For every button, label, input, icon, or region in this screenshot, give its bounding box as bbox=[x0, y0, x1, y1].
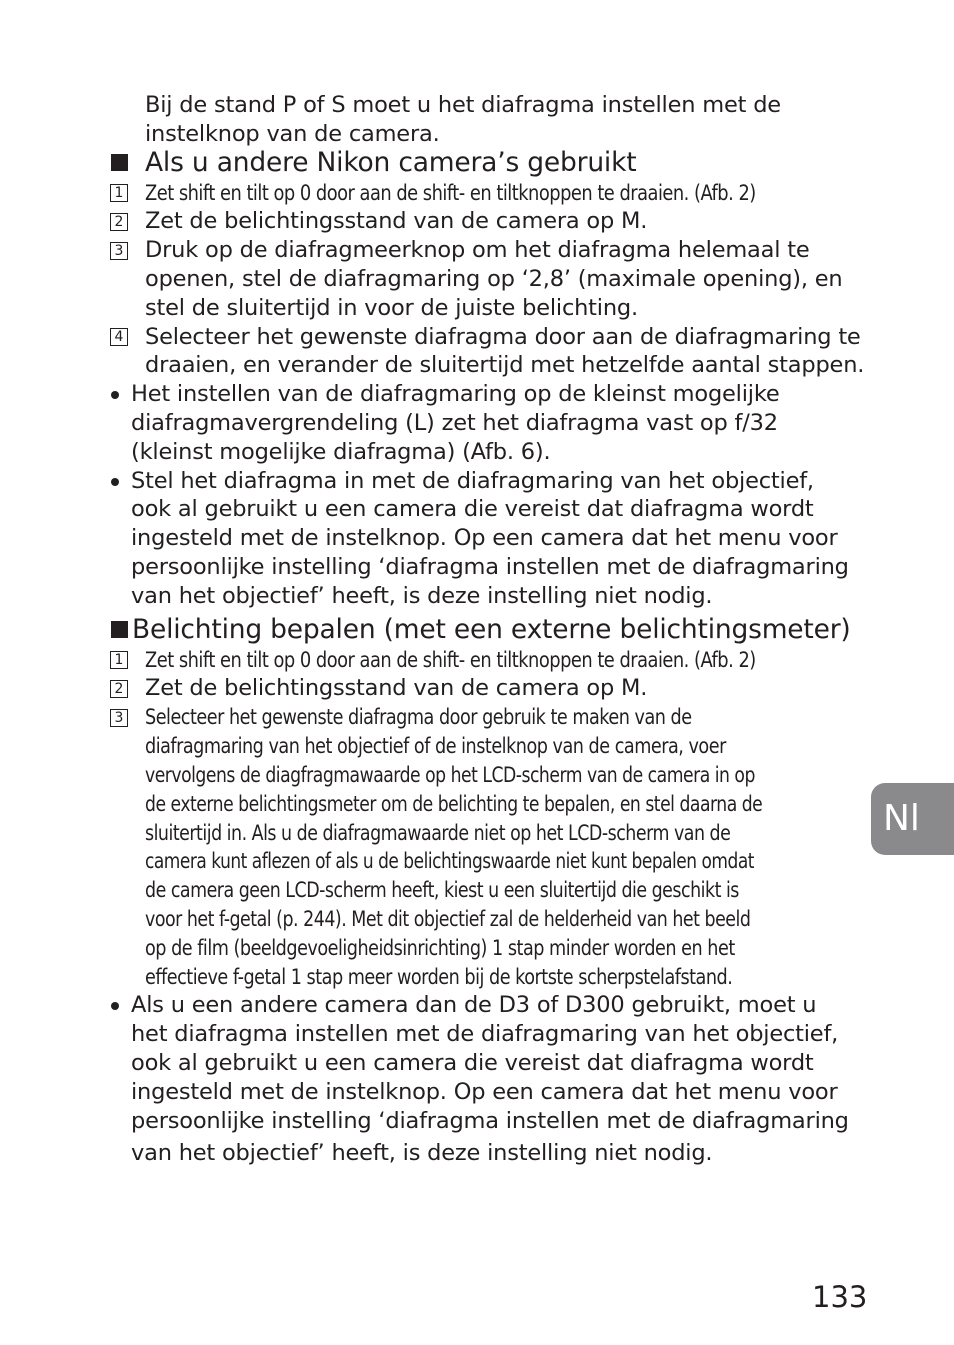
step-text: effectieve f-getal 1 stap meer worden bij de kortste scherpstelafstand. bbox=[145, 965, 733, 989]
step-text: de externe belichtingsmeter om de belichting te bepalen, en stel daarna de bbox=[145, 792, 763, 816]
bullet-text: Als u een andere camera dan de D3 of D300 gebruikt, moet u bbox=[131, 992, 817, 1018]
bullet-dot bbox=[111, 1002, 119, 1010]
step-number-box: 3 bbox=[110, 709, 128, 727]
bullet-dot bbox=[111, 391, 119, 399]
step-text: Zet shift en tilt op 0 door aan de shift- en tiltknoppen te draaien. (Afb. 2) bbox=[145, 648, 756, 672]
step-text: camera kunt aflezen of als u de belichtingswaarde niet kunt bepalen omdat bbox=[145, 849, 754, 873]
step-number-box: 1 bbox=[110, 184, 128, 202]
step-text: Selecteer het gewenste diafragma door gebruik te maken van de bbox=[145, 705, 692, 729]
step-text: openen, stel de diafragmaring op ‘2,8’ (maximale opening), en bbox=[145, 266, 843, 292]
step-number-box: 2 bbox=[110, 213, 128, 231]
step-number-box: 4 bbox=[110, 328, 128, 346]
step-text: de camera geen LCD-scherm heeft, kiest u een sluitertijd die geschikt is bbox=[145, 878, 739, 902]
step-text: voor het f-getal (p. 244). Met dit objectief zal de helderheid van het beeld bbox=[145, 907, 751, 931]
step-text: Druk op de diafragmeerknop om het diafragma helemaal te bbox=[145, 237, 810, 263]
step-text: Zet shift en tilt op 0 door aan de shift- en tiltknoppen te draaien. (Afb. 2) bbox=[145, 181, 756, 205]
bullet-text: persoonlijke instelling ‘diafragma instellen met de diafragmaring bbox=[131, 554, 849, 580]
bullet-text: ook al gebruikt u een camera die vereist dat diafragma wordt bbox=[131, 1050, 814, 1076]
step-text: Zet de belichtingsstand van de camera op M. bbox=[145, 675, 648, 701]
step-number-box: 2 bbox=[110, 680, 128, 698]
section-heading: Als u andere Nikon camera’s gebruikt bbox=[145, 147, 637, 178]
intro-line: instelknop van de camera. bbox=[145, 121, 440, 147]
intro-line: Bij de stand P of S moet u het diafragma instellen met de bbox=[145, 92, 781, 118]
bullet-text: diafragmavergrendeling (L) zet het diafragma vast op f/32 bbox=[131, 410, 778, 436]
bullet-text: ingesteld met de instelknop. Op een camera dat het menu voor bbox=[131, 525, 838, 551]
step-text: op de film (beeldgevoeligheidsinrichting) 1 stap minder worden en het bbox=[145, 936, 735, 960]
bullet-text: (kleinst mogelijke diafragma) (Afb. 6). bbox=[131, 439, 551, 465]
step-text: Zet de belichtingsstand van de camera op M. bbox=[145, 208, 648, 234]
bullet-text: persoonlijke instelling ‘diafragma instellen met de diafragmaring bbox=[131, 1108, 849, 1134]
language-tab: Nl bbox=[871, 783, 954, 855]
heading-square-marker bbox=[111, 621, 128, 638]
step-number-box: 1 bbox=[110, 651, 128, 669]
bullet-text: het diafragma instellen met de diafragmaring van het objectief, bbox=[131, 1021, 839, 1047]
bullet-text: Stel het diafragma in met de diafragmaring van het objectief, bbox=[131, 468, 814, 494]
step-text: diafragmaring van het objectief of de instelknop van de camera, voer bbox=[145, 734, 726, 758]
bullet-text: ook al gebruikt u een camera die vereist dat diafragma wordt bbox=[131, 496, 814, 522]
step-text: sluitertijd in. Als u de diafragmawaarde niet op het LCD-scherm van de bbox=[145, 821, 731, 845]
step-number-box: 3 bbox=[110, 242, 128, 260]
bullet-text: van het objectief’ heeft, is deze instelling niet nodig. bbox=[131, 583, 713, 609]
bullet-text: van het objectief’ heeft, is deze instelling niet nodig. bbox=[131, 1140, 713, 1166]
step-text: Selecteer het gewenste diafragma door aan de diafragmaring te bbox=[145, 324, 861, 350]
step-text: vervolgens de diagfragmawaarde op het LCD-scherm van de camera in op bbox=[145, 763, 755, 787]
bullet-text: ingesteld met de instelknop. Op een camera dat het menu voor bbox=[131, 1079, 838, 1105]
step-text: draaien, en verander de sluitertijd met hetzelfde aantal stappen. bbox=[145, 352, 865, 378]
page-number: 133 bbox=[812, 1280, 868, 1314]
heading-square-marker bbox=[111, 154, 128, 171]
bullet-dot bbox=[111, 478, 119, 486]
step-text: stel de sluitertijd in voor de juiste belichting. bbox=[145, 295, 638, 321]
section-heading: Belichting bepalen (met een externe belichtingsmeter) bbox=[132, 614, 851, 645]
bullet-text: Het instellen van de diafragmaring op de kleinst mogelijke bbox=[131, 381, 780, 407]
